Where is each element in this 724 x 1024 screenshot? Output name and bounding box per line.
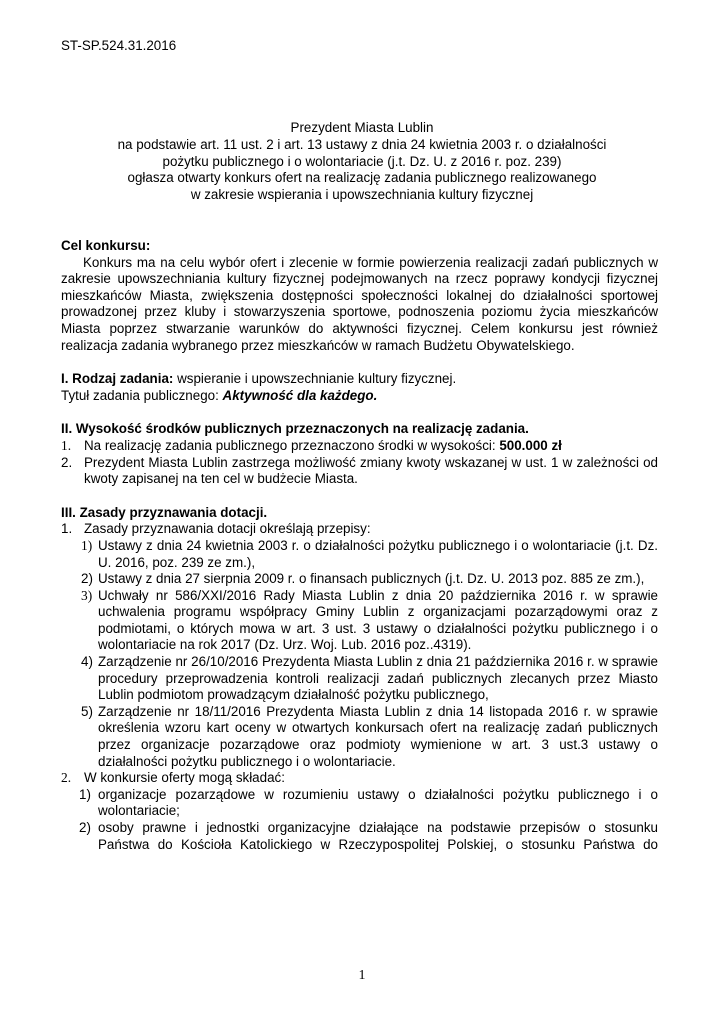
eligible-entity-2-number: 2) <box>79 820 91 835</box>
section-2-item-2-text: Prezydent Miasta Lublin zastrzega możliwość zmiany kwoty wskazanej w ust. 1 w zależności od kwoty zapisanej na ten cel w budżecie Miasta. <box>84 454 658 487</box>
regulation-2-text: Ustawy z dnia 27 sierpnia 2009 r. o finansach publicznych (j.t. Dz. U. 2013 poz. 885 ze zm.), <box>98 571 645 587</box>
regulation-2-number: 2) <box>81 571 93 587</box>
eligible-entity-1 <box>61 787 658 820</box>
eligible-entity-1-number: 1) <box>79 786 91 802</box>
header-line-3: pożytku publicznego i o wolontariacie (j.t. Dz. U. z 2016 r. poz. 239) <box>162 153 562 169</box>
regulation-4-text: Zarządzenie nr 26/10/2016 Prezydenta Miasta Lublin z dnia 21 października 2016 r. w sprawie procedury przeprowadzenia kontroli realizacji zadań publicznych zlecanych przez Miasto Lublin podmiotom prowadzącym działalność pożytku publicznego, <box>98 654 658 703</box>
section-2-heading: II. Wysokość środków publicznych przeznaczonych na realizację zadania. <box>61 421 529 437</box>
regulation-1-number: 1) <box>81 537 93 553</box>
regulation-5 <box>61 704 658 770</box>
regulation-3-text: Uchwały nr 586/XXI/2016 Rady Miasta Lublin z dnia 20 października 2016 r. w sprawie uchwalenia programu współpracy Gminy Lublin z organizacjami pozarządowymi oraz z podmiotami, o których mowa w art. 3 ust. 3 ustawy o działalności pożytku publicznego i o wolontariacie na rok 2017 (Dz. Urz. Woj. Lub. 2016 poz..4319). <box>98 587 658 653</box>
header-line-2: na podstawie art. 11 ust. 2 i art. 13 ustawy z dnia 24 kwietnia 2003 r. o działalności <box>117 136 607 152</box>
section-3-item-1-number: 1. <box>61 521 73 537</box>
goal-heading: Cel konkursu: <box>61 238 151 253</box>
section-3-item-2-text: W konkursie oferty mogą składać: <box>84 770 285 786</box>
section-2-item-2 <box>61 455 658 488</box>
regulation-4-number: 4) <box>81 654 93 670</box>
page-number: 1 <box>358 968 366 983</box>
funding-amount: 500.000 zł <box>499 437 562 453</box>
section-1-type <box>61 371 658 388</box>
section-3-item-1 <box>61 521 658 538</box>
section-3-item-2 <box>61 770 658 787</box>
document-body <box>61 238 658 853</box>
section-3-item-1-text: Zasady przyznawania dotacji określają przepisy: <box>84 521 371 537</box>
announcement-header <box>60 120 664 204</box>
header-line-5: w zakresie wspierania i upowszechniania kultury fizycznej <box>190 187 534 203</box>
eligible-entity-2-text: osoby prawne i jednostki organizacyjne działające na podstawie przepisów o stosunku Państwa do Kościoła Katolickiego w Rzeczypospolitej Polskiej, o stosunku Państwa do <box>98 820 658 852</box>
eligible-entity-1-text: organizacje pozarządowe w rozumieniu ustawy o działalności pożytku publicznego i o wolontariacie; <box>98 786 658 819</box>
eligible-entity-2 <box>61 820 658 853</box>
task-title-label: Tytuł zadania publicznego: <box>61 387 223 403</box>
section-2-item-2-number: 2. <box>61 454 73 470</box>
section-2-item-1-text: Na realizację zadania publicznego przeznaczono środki w wysokości: <box>84 437 500 453</box>
regulation-3 <box>61 588 658 654</box>
task-title-value: Aktywność dla każdego. <box>222 387 378 403</box>
regulation-5-number: 5) <box>81 703 93 719</box>
regulation-3-number: 3) <box>81 587 93 603</box>
section-3-item-2-number: 2. <box>61 770 72 786</box>
section-1-title <box>61 388 658 405</box>
section-3-heading: III. Zasady przyznawania dotacji. <box>61 504 268 520</box>
regulation-5-text: Zarządzenie nr 18/11/2016 Prezydenta Miasta Lublin z dnia 14 listopada 2016 r. w sprawie określenia wzoru kart oceny w otwartych konkursach ofert na realizację zadań publicznych przez organizacje pozarządowe oraz podmioty wymienione w art. 3 ust.3 ustawy o działalności pożytku publicznego i o wolontariacie. <box>98 703 658 769</box>
section-2-item-1-number: 1. <box>61 437 72 453</box>
regulation-1-text: Ustawy z dnia 24 kwietnia 2003 r. o działalności pożytku publicznego i o wolontariacie (j.t. Dz. U. 2016, poz. 239 ze zm.), <box>98 537 658 570</box>
section-1-heading: I. Rodzaj zadania: <box>61 371 174 387</box>
header-line-4: ogłasza otwarty konkurs ofert na realizację zadania publicznego realizowanego <box>127 170 597 186</box>
section-2-item-1 <box>61 438 658 455</box>
header-line-1: Prezydent Miasta Lublin <box>290 120 434 135</box>
regulation-1 <box>61 538 658 571</box>
regulation-2 <box>61 571 658 588</box>
section-1-text: wspieranie i upowszechnianie kultury fizycznej. <box>173 371 457 387</box>
regulation-4 <box>61 654 658 704</box>
document-reference: ST-SP.524.31.2016 <box>61 38 177 53</box>
goal-paragraph: Konkurs ma na celu wybór ofert i zlecenie w formie powierzenia realizacji zadań publicznych w zakresie upowszechniania kultury fizycznej podejmowanych na rzecz poprawy kondycji fizycznej mieszkańców Miasta, zwiększenia dostępności społeczności lokalnej do działalności sportowej prowadzonej przez kluby i stowarzyszenia sportowe, podnoszenia poziomu życia mieszkańców Miasta poprzez stwarzanie warunków do aktywności fizycznej. Celem konkursu jest również realizacja zadania wybranego przez mieszkańców w ramach Budżetu Obywatelskiego. <box>61 254 658 353</box>
